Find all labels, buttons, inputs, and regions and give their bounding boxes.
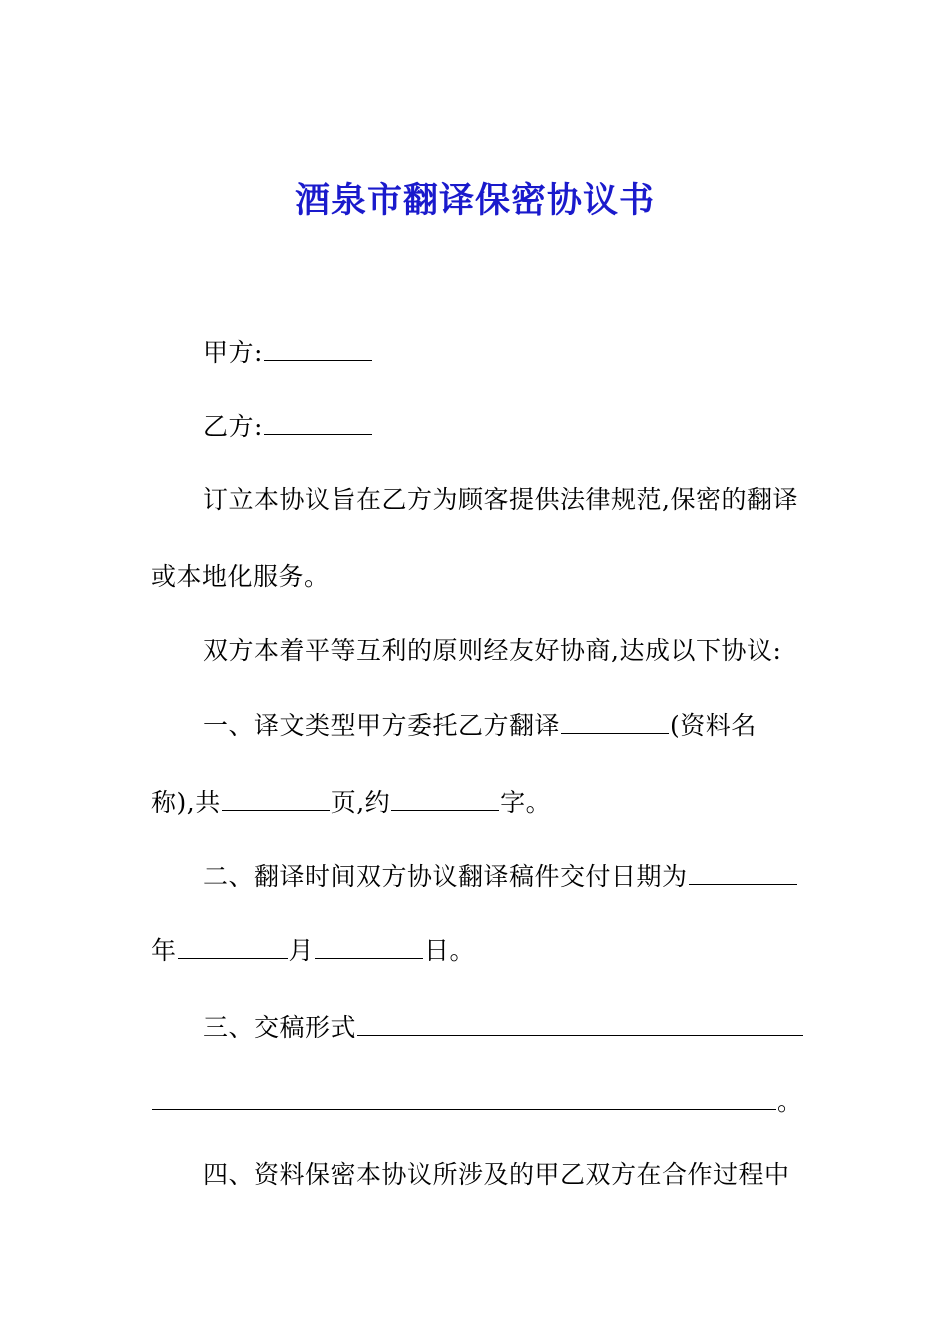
- party-a-blank: [264, 334, 372, 361]
- delivery-format-blank: [357, 1009, 803, 1036]
- clause-1-line2: [151, 784, 551, 821]
- clause-1-text: (资料名: [670, 711, 757, 740]
- purpose-paragraph-line2: 或本地化服务。: [151, 562, 330, 591]
- delivery-format-blank-continued: [152, 1083, 776, 1110]
- material-name-blank: [561, 707, 669, 734]
- party-b-label: 乙方:: [203, 412, 263, 441]
- delivery-day-blank: [315, 932, 423, 959]
- day-label: 日。: [424, 936, 476, 965]
- page-count-blank: [222, 784, 330, 811]
- clause-2-line2: [151, 932, 475, 969]
- document-title: 酒泉市翻译保密协议书: [294, 180, 655, 221]
- clause-4-line1: 四、资料保密本协议所涉及的甲乙双方在合作过程中: [203, 1160, 790, 1189]
- clause-3-line2: [151, 1083, 803, 1120]
- word-count-blank: [391, 784, 499, 811]
- clause-1-text: 页,约: [330, 788, 391, 817]
- party-b-blank: [264, 408, 372, 435]
- clause-1-text: 称),共: [151, 788, 221, 817]
- agreement-intro: 双方本着平等互利的原则经友好协商,达成以下协议:: [203, 636, 782, 665]
- clause-1-line1: [203, 707, 757, 744]
- party-a-label: 甲方:: [203, 338, 263, 367]
- clause-3-line1: [203, 1009, 804, 1046]
- party-a-line: [203, 334, 373, 371]
- clause-3-end: 。: [777, 1087, 803, 1116]
- clause-2-line1: [203, 858, 798, 895]
- purpose-paragraph-line1: 订立本协议旨在乙方为顾客提供法律规范,保密的翻译: [203, 485, 798, 514]
- year-label: 年: [151, 936, 177, 965]
- party-b-line: [203, 408, 373, 445]
- delivery-month-blank: [178, 932, 288, 959]
- clause-1-text: 字。: [500, 788, 552, 817]
- delivery-year-blank: [689, 858, 797, 885]
- clause-2-text: 二、翻译时间双方协议翻译稿件交付日期为: [203, 862, 688, 891]
- clause-3-text: 三、交稿形式: [203, 1013, 357, 1042]
- month-label: 月: [288, 936, 315, 965]
- clause-1-text: 一、译文类型甲方委托乙方翻译: [203, 711, 561, 740]
